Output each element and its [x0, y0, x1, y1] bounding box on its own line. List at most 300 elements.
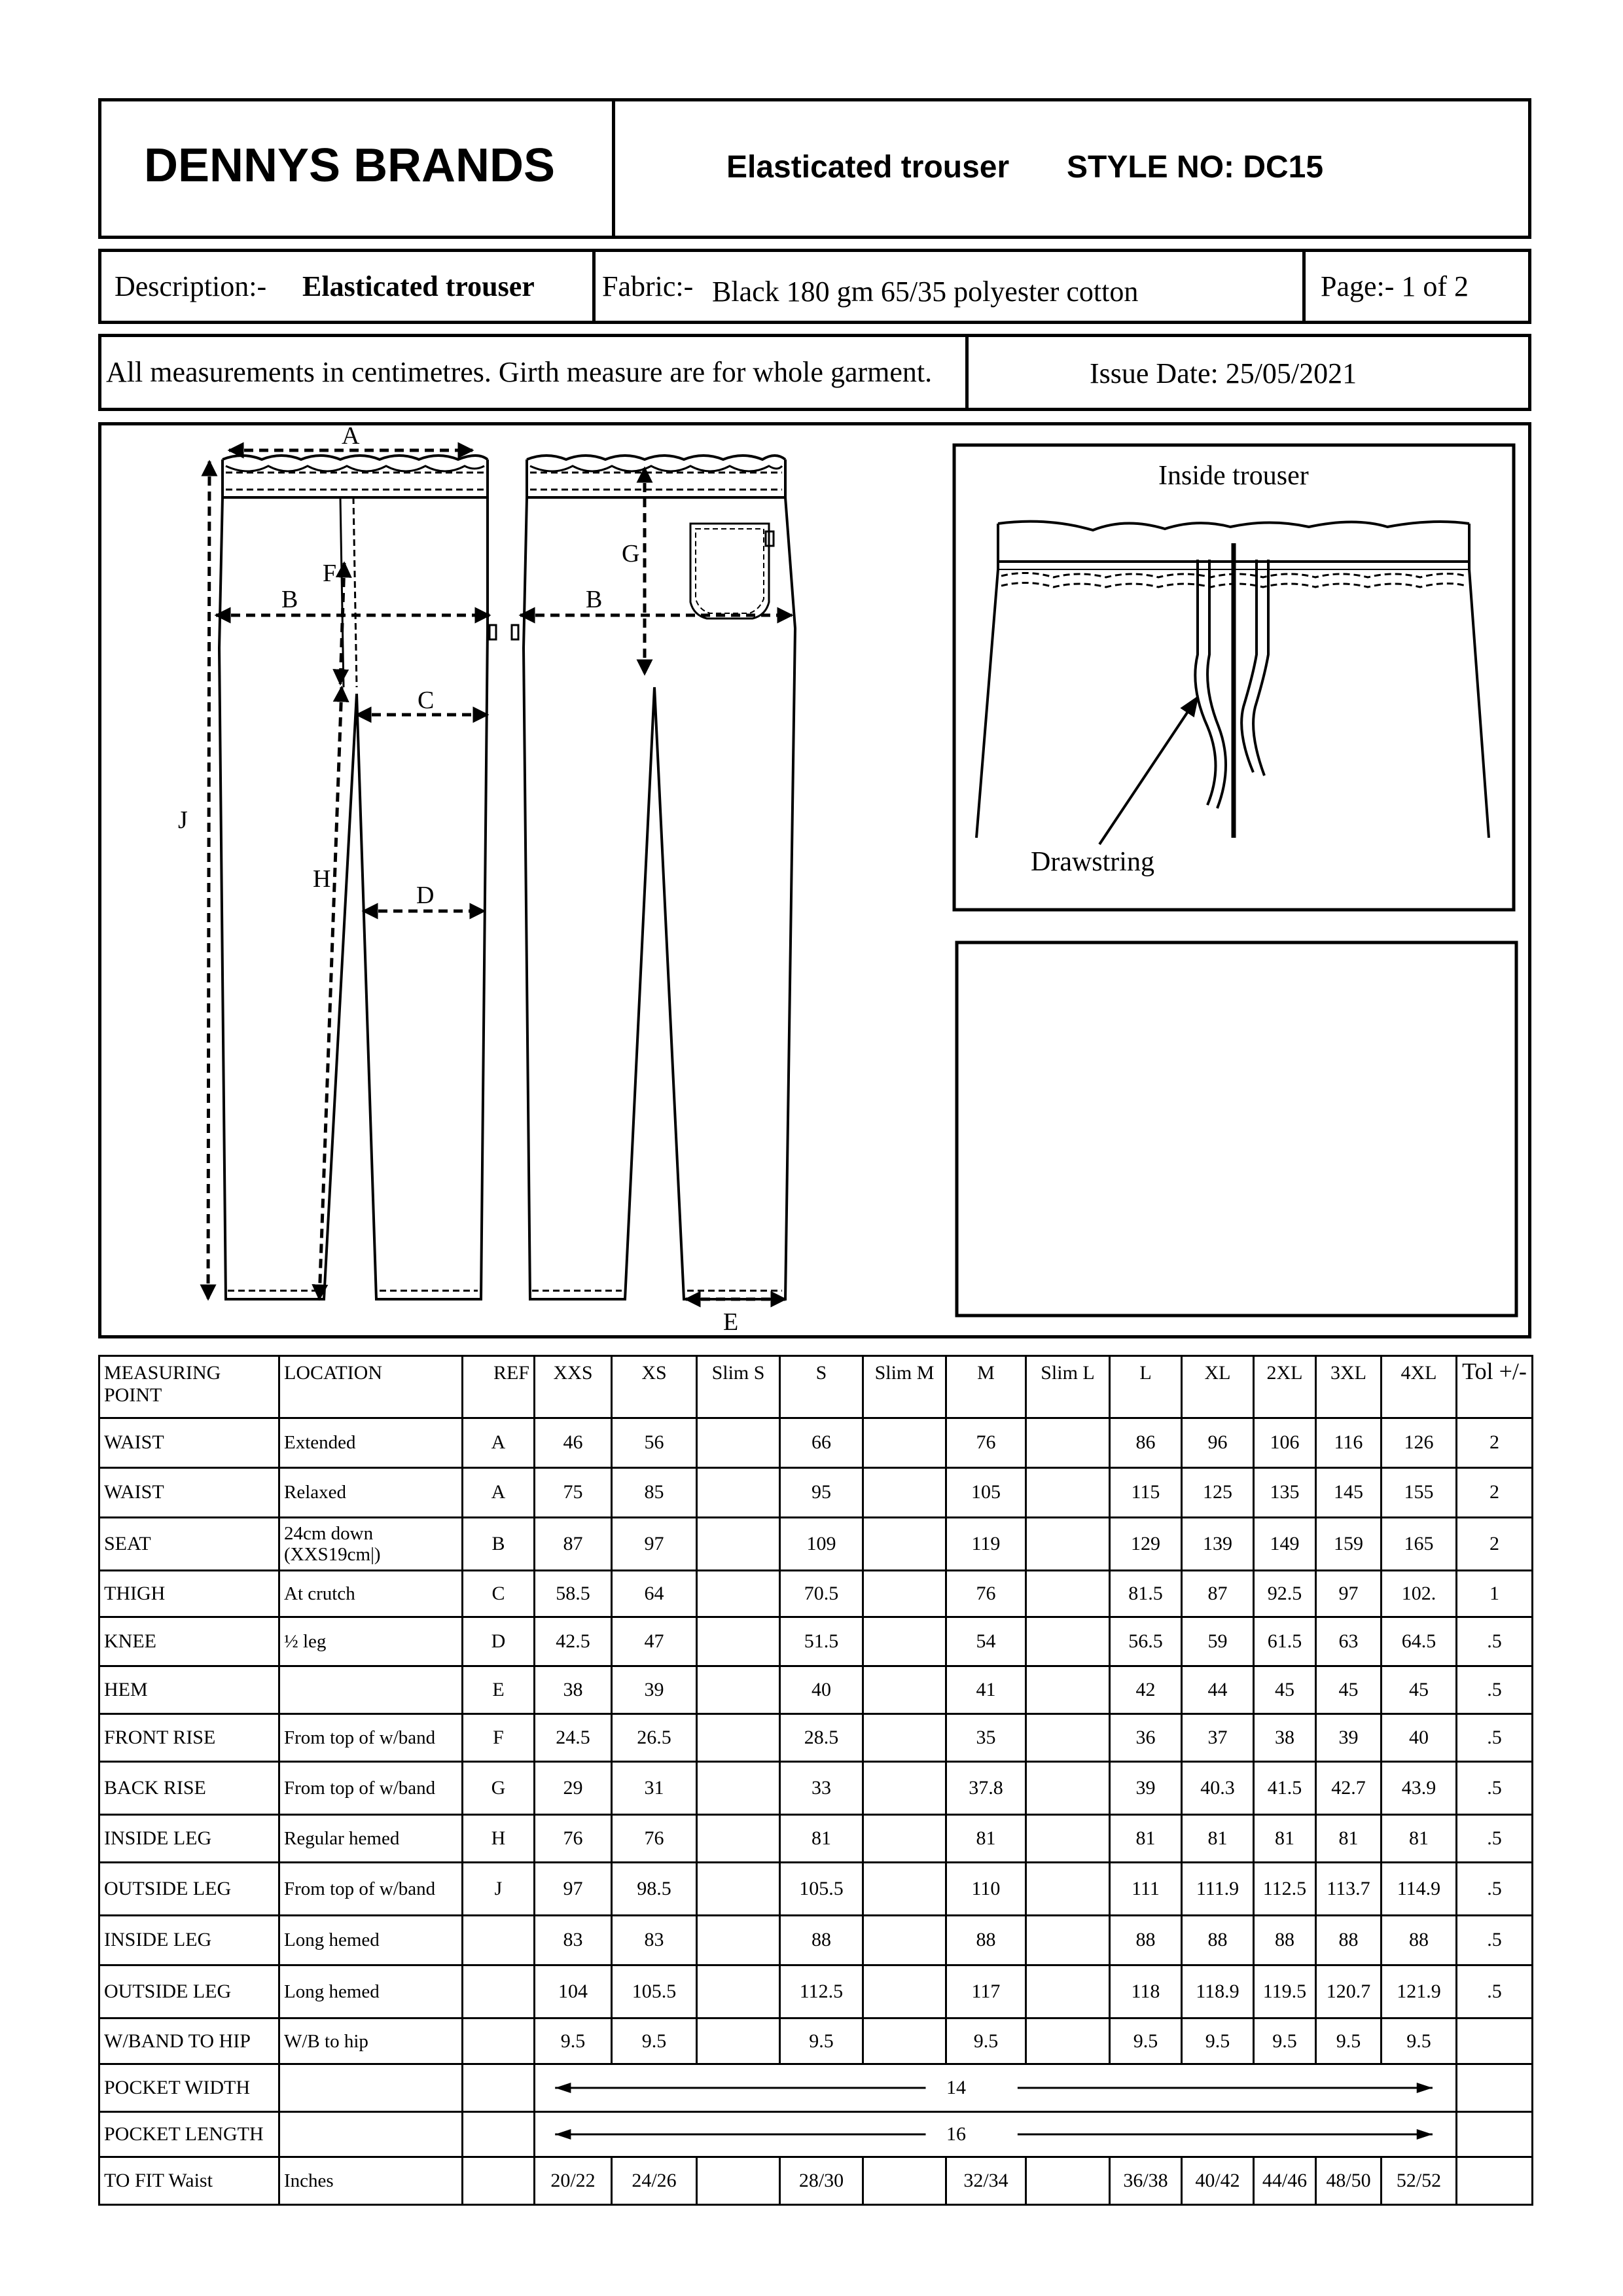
size-value-cell: 9.5	[946, 2018, 1026, 2064]
label-C: C	[418, 687, 435, 714]
size-value-cell	[863, 1965, 946, 2018]
table-row	[99, 1617, 1533, 1666]
size-value-cell: 88	[1254, 1915, 1316, 1965]
issue-date: Issue Date: 25/05/2021	[1090, 357, 1357, 389]
size-value-cell: 24/26	[612, 2157, 697, 2205]
table-row	[99, 2018, 1533, 2064]
ref-cell	[463, 1915, 535, 1965]
tolerance-cell	[1457, 2064, 1533, 2112]
measuring-point-cell: OUTSIDE LEG	[99, 1862, 279, 1915]
size-value-cell: 88	[1316, 1915, 1382, 1965]
garment-title: Elasticated trouser	[726, 150, 1010, 185]
size-value-cell: 76	[946, 1418, 1026, 1468]
size-value-cell: 85	[612, 1467, 697, 1517]
page-number: Page:- 1 of 2	[1321, 270, 1469, 302]
size-value-cell: 81	[1254, 1815, 1316, 1863]
location-cell: At crutch	[279, 1570, 463, 1617]
fabric-label: Fabric:-	[602, 270, 694, 302]
tolerance-cell: .5	[1457, 1915, 1533, 1965]
pocket-span-arrow	[539, 2121, 1452, 2147]
size-value-cell	[1026, 1714, 1110, 1762]
size-value-cell: 105.5	[780, 1862, 863, 1915]
size-value-cell: 28.5	[780, 1714, 863, 1762]
size-value-cell: 125	[1182, 1467, 1254, 1517]
style-number: STYLE NO: DC15	[1067, 150, 1324, 185]
size-value-cell	[1026, 1617, 1110, 1666]
location-cell: W/B to hip	[279, 2018, 463, 2064]
size-value-cell: 81	[946, 1815, 1026, 1863]
back-measure-labels	[586, 540, 738, 1336]
table-row	[99, 2112, 1533, 2157]
size-value-cell: 35	[946, 1714, 1026, 1762]
size-value-cell: 96	[1182, 1418, 1254, 1468]
tolerance-cell: .5	[1457, 1965, 1533, 2018]
size-value-cell	[1026, 1570, 1110, 1617]
tolerance-cell: 1	[1457, 1570, 1533, 1617]
size-value-cell: 95	[780, 1467, 863, 1517]
size-value-cell: 9.5	[1110, 2018, 1182, 2064]
ref-cell: E	[463, 1666, 535, 1714]
location-cell: Long hemed	[279, 1915, 463, 1965]
header-tolerance: Tol +/-	[1457, 1356, 1533, 1418]
size-value-cell	[1026, 1418, 1110, 1468]
size-value-cell	[697, 1815, 780, 1863]
table-row	[99, 1762, 1533, 1815]
ref-cell: D	[463, 1617, 535, 1666]
brand-name: DENNYS BRANDS	[144, 139, 556, 192]
size-value-cell	[1026, 2157, 1110, 2205]
size-value-cell	[863, 1467, 946, 1517]
size-value-cell: 38	[535, 1666, 612, 1714]
size-value-cell: 86	[1110, 1418, 1182, 1468]
tolerance-cell: 2	[1457, 1418, 1533, 1468]
table-header-row	[99, 1356, 1533, 1418]
size-value-cell: 83	[612, 1915, 697, 1965]
measuring-point-cell: BACK RISE	[99, 1762, 279, 1815]
size-value-cell: 117	[946, 1965, 1026, 2018]
size-value-cell: 81	[1316, 1815, 1382, 1863]
size-value-cell: 97	[535, 1862, 612, 1915]
size-value-cell: 112.5	[780, 1965, 863, 2018]
size-value-cell	[1026, 1467, 1110, 1517]
size-value-cell: 31	[612, 1762, 697, 1815]
header-size: XS	[612, 1356, 697, 1418]
size-value-cell: 116	[1316, 1418, 1382, 1468]
label-B-back: B	[586, 586, 603, 613]
size-value-cell: 81	[1110, 1815, 1182, 1863]
size-value-cell: 126	[1382, 1418, 1457, 1468]
size-value-cell: 97	[1316, 1570, 1382, 1617]
table-row	[99, 1862, 1533, 1915]
size-value-cell: 33	[780, 1762, 863, 1815]
size-value-cell: 36	[1110, 1714, 1182, 1762]
tolerance-cell: .5	[1457, 1862, 1533, 1915]
location-cell	[279, 2064, 463, 2112]
size-value-cell: 28/30	[780, 2157, 863, 2205]
ref-cell: H	[463, 1815, 535, 1863]
inside-trouser-title: Inside trouser	[1158, 461, 1309, 491]
table-row	[99, 1915, 1533, 1965]
label-J: J	[178, 806, 188, 834]
header-measuring-point: MEASURING POINT	[99, 1356, 279, 1418]
header-size: L	[1110, 1356, 1182, 1418]
table-row	[99, 1467, 1533, 1517]
header-size: 2XL	[1254, 1356, 1316, 1418]
header-size: XXS	[535, 1356, 612, 1418]
size-value-cell: 81	[780, 1815, 863, 1863]
ref-cell: B	[463, 1517, 535, 1570]
size-value-cell: 37.8	[946, 1762, 1026, 1815]
size-value-cell: 40	[1382, 1714, 1457, 1762]
measuring-point-cell: POCKET WIDTH	[99, 2064, 279, 2112]
size-value-cell	[1026, 1915, 1110, 1965]
size-value-cell	[1026, 1517, 1110, 1570]
size-value-cell: 58.5	[535, 1570, 612, 1617]
table-row	[99, 1517, 1533, 1570]
tolerance-cell: .5	[1457, 1762, 1533, 1815]
tolerance-cell: 2	[1457, 1467, 1533, 1517]
size-value-cell: 64.5	[1382, 1617, 1457, 1666]
size-value-cell	[863, 1570, 946, 1617]
size-value-cell: 64	[612, 1570, 697, 1617]
pocket-span-cell	[535, 2064, 1457, 2112]
size-value-cell: 26.5	[612, 1714, 697, 1762]
size-value-cell: 9.5	[1382, 2018, 1457, 2064]
tolerance-cell: .5	[1457, 1617, 1533, 1666]
measuring-point-cell: KNEE	[99, 1617, 279, 1666]
measuring-point-cell: TO FIT Waist	[99, 2157, 279, 2205]
measuring-point-cell: INSIDE LEG	[99, 1815, 279, 1863]
size-value-cell: 32/34	[946, 2157, 1026, 2205]
ref-cell: A	[463, 1418, 535, 1468]
location-cell: Regular hemed	[279, 1815, 463, 1863]
size-value-cell: 43.9	[1382, 1762, 1457, 1815]
size-value-cell: 149	[1254, 1517, 1316, 1570]
measuring-point-cell: WAIST	[99, 1467, 279, 1517]
size-value-cell: 109	[780, 1517, 863, 1570]
size-value-cell	[697, 1862, 780, 1915]
ref-cell	[463, 2157, 535, 2205]
label-D: D	[416, 882, 435, 909]
size-value-cell: 105.5	[612, 1965, 697, 2018]
size-value-cell: 9.5	[612, 2018, 697, 2064]
tolerance-cell	[1457, 2018, 1533, 2064]
size-value-cell: 112.5	[1254, 1862, 1316, 1915]
size-value-cell: 38	[1254, 1714, 1316, 1762]
size-value-cell: 104	[535, 1965, 612, 2018]
pocket-span-cell	[535, 2112, 1457, 2157]
measurement-note: All measurements in centimetres. Girth measure are for whole garment.	[106, 356, 933, 388]
size-value-cell	[863, 1517, 946, 1570]
pocket-span-arrow	[539, 2075, 1452, 2101]
size-value-cell: 76	[946, 1570, 1026, 1617]
location-cell: From top of w/band	[279, 1714, 463, 1762]
size-value-cell: 56	[612, 1418, 697, 1468]
size-value-cell	[863, 1714, 946, 1762]
location-cell: 24cm down (XXS19cm|)	[279, 1517, 463, 1570]
front-measure-labels	[178, 422, 434, 909]
size-value-cell	[863, 1915, 946, 1965]
ref-cell: C	[463, 1570, 535, 1617]
size-value-cell: 119	[946, 1517, 1026, 1570]
size-value-cell: 111	[1110, 1862, 1182, 1915]
measuring-point-cell: FRONT RISE	[99, 1714, 279, 1762]
size-value-cell: 111.9	[1182, 1862, 1254, 1915]
size-value-cell	[697, 2018, 780, 2064]
size-value-cell	[1026, 1762, 1110, 1815]
size-value-cell: 40.3	[1182, 1762, 1254, 1815]
ref-cell	[463, 2112, 535, 2157]
size-value-cell: 120.7	[1316, 1965, 1382, 2018]
size-value-cell: 37	[1182, 1714, 1254, 1762]
size-value-cell: 52/52	[1382, 2157, 1457, 2205]
size-value-cell: 42	[1110, 1666, 1182, 1714]
tolerance-cell	[1457, 2112, 1533, 2157]
measuring-point-cell: THIGH	[99, 1570, 279, 1617]
size-value-cell	[697, 1762, 780, 1815]
size-value-cell	[863, 1617, 946, 1666]
ref-cell	[463, 2064, 535, 2112]
size-value-cell: 29	[535, 1762, 612, 1815]
size-value-cell: 83	[535, 1915, 612, 1965]
location-cell: Long hemed	[279, 1965, 463, 2018]
size-value-cell	[697, 1965, 780, 2018]
size-value-cell: 102.	[1382, 1570, 1457, 1617]
ref-cell	[463, 2018, 535, 2064]
size-value-cell: 61.5	[1254, 1617, 1316, 1666]
size-value-cell	[697, 1570, 780, 1617]
size-value-cell: 129	[1110, 1517, 1182, 1570]
header-location: LOCATION	[279, 1356, 463, 1418]
tolerance-cell	[1457, 2157, 1533, 2205]
table-row	[99, 1965, 1533, 2018]
pocket-value: 14	[941, 2077, 971, 2099]
size-value-cell: 45	[1254, 1666, 1316, 1714]
size-value-cell: 88	[1110, 1915, 1182, 1965]
front-view	[219, 456, 496, 1299]
size-value-cell: 9.5	[1182, 2018, 1254, 2064]
size-value-cell: 159	[1316, 1517, 1382, 1570]
size-value-cell	[863, 1418, 946, 1468]
size-value-cell: 115	[1110, 1467, 1182, 1517]
size-value-cell	[1026, 1666, 1110, 1714]
size-value-cell: 41.5	[1254, 1762, 1316, 1815]
measuring-point-cell: WAIST	[99, 1418, 279, 1468]
size-value-cell: 145	[1316, 1467, 1382, 1517]
label-H: H	[313, 865, 331, 893]
size-value-cell: 155	[1382, 1467, 1457, 1517]
size-value-cell: 139	[1182, 1517, 1254, 1570]
size-value-cell	[863, 1815, 946, 1863]
empty-panel	[957, 942, 1516, 1316]
size-value-cell: 45	[1382, 1666, 1457, 1714]
location-cell: From top of w/band	[279, 1862, 463, 1915]
ref-cell	[463, 1965, 535, 2018]
size-value-cell	[697, 1418, 780, 1468]
measuring-point-cell: OUTSIDE LEG	[99, 1965, 279, 2018]
size-value-cell	[863, 1762, 946, 1815]
back-view	[512, 456, 795, 1299]
location-cell	[279, 1666, 463, 1714]
size-value-cell: 88	[1382, 1915, 1457, 1965]
label-B-front: B	[281, 586, 298, 613]
size-value-cell	[697, 2157, 780, 2205]
size-value-cell: 40/42	[1182, 2157, 1254, 2205]
size-value-cell: 39	[1316, 1714, 1382, 1762]
location-cell: ½ leg	[279, 1617, 463, 1666]
size-value-cell: 81	[1382, 1815, 1457, 1863]
size-value-cell	[697, 1915, 780, 1965]
size-value-cell: 44	[1182, 1666, 1254, 1714]
size-value-cell: 39	[1110, 1762, 1182, 1815]
size-value-cell: 135	[1254, 1467, 1316, 1517]
location-cell: Inches	[279, 2157, 463, 2205]
size-value-cell: 36/38	[1110, 2157, 1182, 2205]
size-value-cell: 92.5	[1254, 1570, 1316, 1617]
header-size: Slim S	[697, 1356, 780, 1418]
measuring-point-cell: INSIDE LEG	[99, 1915, 279, 1965]
location-cell: Extended	[279, 1418, 463, 1468]
size-value-cell: 105	[946, 1467, 1026, 1517]
size-value-cell: 48/50	[1316, 2157, 1382, 2205]
size-value-cell: 42.5	[535, 1617, 612, 1666]
size-value-cell	[697, 1517, 780, 1570]
size-value-cell: 114.9	[1382, 1862, 1457, 1915]
size-value-cell	[863, 1666, 946, 1714]
size-value-cell	[1026, 1815, 1110, 1863]
size-value-cell: 70.5	[780, 1570, 863, 1617]
size-value-cell: 87	[1182, 1570, 1254, 1617]
label-A: A	[342, 422, 360, 450]
size-value-cell	[1026, 1965, 1110, 2018]
tolerance-cell: 2	[1457, 1517, 1533, 1570]
size-value-cell: 97	[612, 1517, 697, 1570]
size-value-cell	[697, 1467, 780, 1517]
tolerance-cell: .5	[1457, 1714, 1533, 1762]
tolerance-cell: .5	[1457, 1815, 1533, 1863]
size-value-cell: 9.5	[1254, 2018, 1316, 2064]
size-value-cell: 98.5	[612, 1862, 697, 1915]
size-value-cell: 110	[946, 1862, 1026, 1915]
header-size: 4XL	[1382, 1356, 1457, 1418]
description-value: Elasticated trouser	[302, 270, 535, 302]
measuring-point-cell: SEAT	[99, 1517, 279, 1570]
size-value-cell: 20/22	[535, 2157, 612, 2205]
size-value-cell: 9.5	[535, 2018, 612, 2064]
ref-cell: J	[463, 1862, 535, 1915]
pocket-value: 16	[941, 2123, 971, 2145]
ref-cell: G	[463, 1762, 535, 1815]
ref-cell: F	[463, 1714, 535, 1762]
header-size: Slim M	[863, 1356, 946, 1418]
label-F: F	[323, 560, 337, 587]
tolerance-cell: .5	[1457, 1666, 1533, 1714]
header-size: Slim L	[1026, 1356, 1110, 1418]
header-size: S	[780, 1356, 863, 1418]
ref-cell: A	[463, 1467, 535, 1517]
size-value-cell	[697, 1714, 780, 1762]
size-value-cell	[1026, 1862, 1110, 1915]
table-row	[99, 1666, 1533, 1714]
header-size: XL	[1182, 1356, 1254, 1418]
size-value-cell: 76	[612, 1815, 697, 1863]
measuring-point-cell: W/BAND TO HIP	[99, 2018, 279, 2064]
measuring-point-cell: POCKET LENGTH	[99, 2112, 279, 2157]
size-value-cell: 121.9	[1382, 1965, 1457, 2018]
location-cell: From top of w/band	[279, 1762, 463, 1815]
measuring-point-cell: HEM	[99, 1666, 279, 1714]
size-value-cell: 81.5	[1110, 1570, 1182, 1617]
table-row	[99, 1418, 1533, 1468]
size-value-cell: 59	[1182, 1617, 1254, 1666]
size-value-cell: 88	[1182, 1915, 1254, 1965]
table-row	[99, 1815, 1533, 1863]
table-row	[99, 1714, 1533, 1762]
size-value-cell: 9.5	[780, 2018, 863, 2064]
size-value-cell: 40	[780, 1666, 863, 1714]
fabric-value: Black 180 gm 65/35 polyester cotton	[712, 276, 1139, 308]
size-value-cell: 165	[1382, 1517, 1457, 1570]
size-value-cell: 118.9	[1182, 1965, 1254, 2018]
header-ref: REF	[463, 1356, 535, 1418]
size-value-cell: 51.5	[780, 1617, 863, 1666]
size-value-cell: 41	[946, 1666, 1026, 1714]
size-value-cell: 42.7	[1316, 1762, 1382, 1815]
drawstring-label: Drawstring	[1031, 847, 1154, 877]
size-value-cell: 63	[1316, 1617, 1382, 1666]
size-value-cell: 88	[946, 1915, 1026, 1965]
size-value-cell: 66	[780, 1418, 863, 1468]
inside-trouser-drawing	[976, 522, 1489, 838]
size-value-cell: 75	[535, 1467, 612, 1517]
table-row	[99, 1570, 1533, 1617]
size-value-cell	[863, 2157, 946, 2205]
measurement-table	[98, 1355, 1533, 2206]
size-value-cell	[1026, 2018, 1110, 2064]
header-size: 3XL	[1316, 1356, 1382, 1418]
location-cell: Relaxed	[279, 1467, 463, 1517]
size-value-cell: 118	[1110, 1965, 1182, 2018]
location-cell	[279, 2112, 463, 2157]
size-value-cell: 76	[535, 1815, 612, 1863]
size-value-cell: 46	[535, 1418, 612, 1468]
table-row	[99, 2157, 1533, 2205]
size-value-cell: 39	[612, 1666, 697, 1714]
table-row	[99, 2064, 1533, 2112]
size-value-cell	[697, 1617, 780, 1666]
size-value-cell: 106	[1254, 1418, 1316, 1468]
size-value-cell	[697, 1666, 780, 1714]
size-value-cell: 24.5	[535, 1714, 612, 1762]
header-size: M	[946, 1356, 1026, 1418]
size-value-cell: 54	[946, 1617, 1026, 1666]
size-value-cell: 47	[612, 1617, 697, 1666]
label-G: G	[622, 540, 640, 567]
size-value-cell	[863, 1862, 946, 1915]
label-E: E	[723, 1308, 739, 1336]
size-value-cell: 56.5	[1110, 1617, 1182, 1666]
size-value-cell: 87	[535, 1517, 612, 1570]
size-value-cell: 9.5	[1316, 2018, 1382, 2064]
size-value-cell: 113.7	[1316, 1862, 1382, 1915]
size-value-cell: 45	[1316, 1666, 1382, 1714]
size-value-cell	[863, 2018, 946, 2064]
size-value-cell: 88	[780, 1915, 863, 1965]
size-value-cell: 119.5	[1254, 1965, 1316, 2018]
size-value-cell: 44/46	[1254, 2157, 1316, 2205]
size-value-cell: 81	[1182, 1815, 1254, 1863]
description-label: Description:-	[115, 270, 267, 302]
